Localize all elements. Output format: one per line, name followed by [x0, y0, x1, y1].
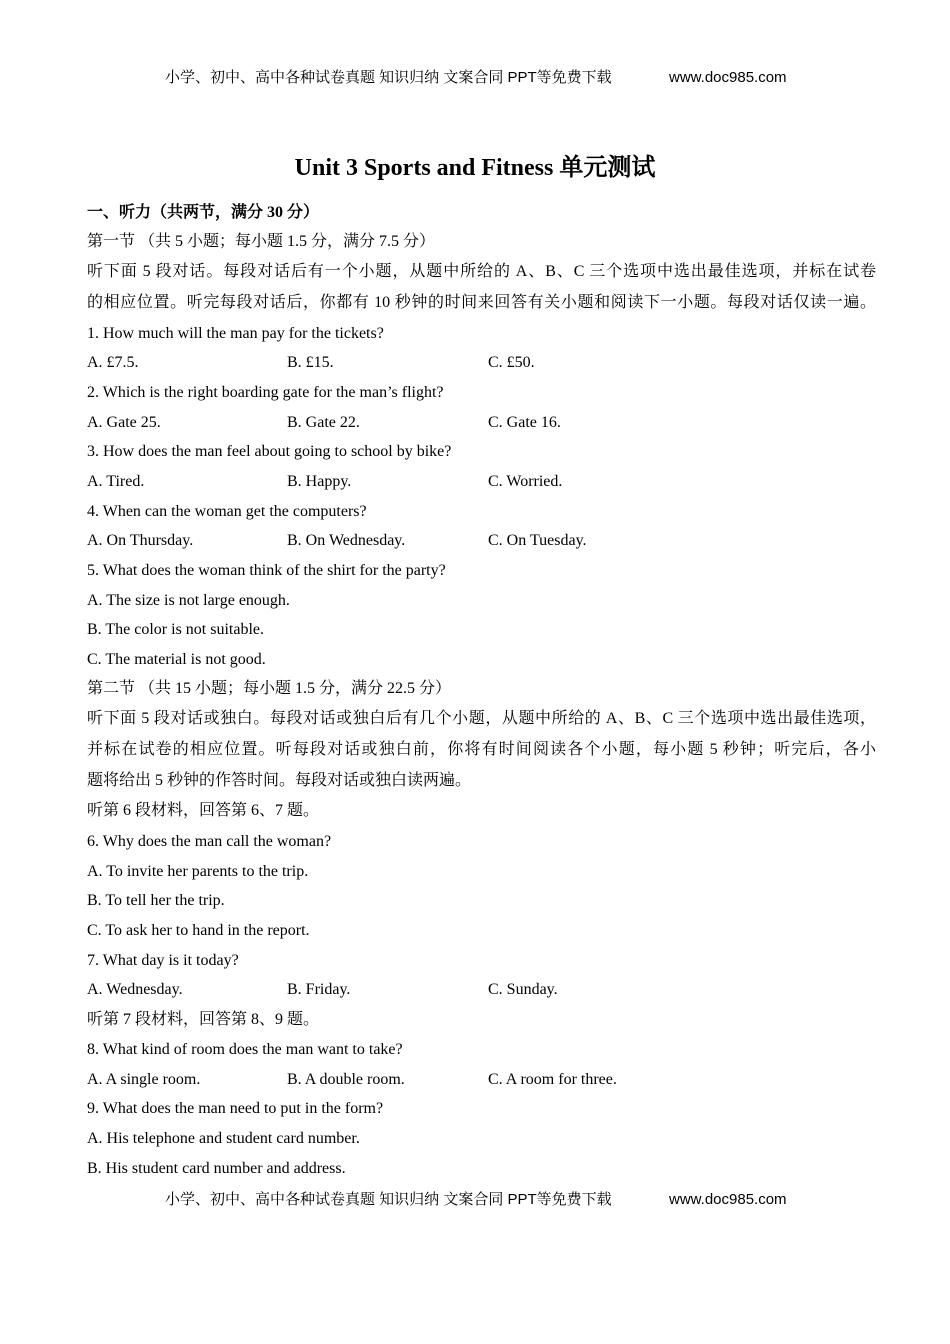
option: B. His student card number and address. — [87, 1160, 346, 1177]
footer-url: www.doc985.com — [669, 1191, 787, 1208]
option: B. £15. — [287, 354, 334, 371]
header-text: 小学、初中、高中各种试卷真题 知识归纳 文案合同 PPT等免费下载 — [165, 69, 612, 86]
question-stem: 2. Which is the right boarding gate for the man’s flight? — [87, 384, 444, 401]
question-stem: 3. How does the man feel about going to school by bike? — [87, 443, 452, 460]
footer-text: 小学、初中、高中各种试卷真题 知识归纳 文案合同 PPT等免费下载 — [165, 1191, 612, 1208]
question-stem: 6. Why does the man call the woman? — [87, 833, 332, 850]
part2-instruction-line: 并标在试卷的相应位置。听每段对话或独白前，你将有时间阅读各个小题，每小题 5 秒钟；听完后，各小 — [87, 741, 876, 758]
option: B. Happy. — [287, 473, 352, 490]
option: B. On Wednesday. — [287, 532, 406, 549]
option: A. To invite her parents to the trip. — [87, 863, 309, 880]
option: C. Worried. — [488, 473, 563, 490]
option: A. His telephone and student card number. — [87, 1130, 360, 1147]
option: C. £50. — [488, 354, 535, 371]
part1-instruction-line: 听下面 5 段对话。每段对话后有一个小题，从题中所给的 A、B、C 三个选项中选出最佳选项，并标在试卷 — [87, 263, 876, 280]
option: B. To tell her the trip. — [87, 892, 225, 909]
option: A. Tired. — [87, 473, 145, 490]
option: B. Friday. — [287, 981, 351, 998]
options-row — [87, 408, 876, 438]
option: C. The material is not good. — [87, 651, 266, 668]
option: B. The color is not suitable. — [87, 621, 265, 638]
question-stem: 4. When can the woman get the computers? — [87, 503, 367, 520]
options-row — [87, 348, 876, 378]
option: C. Gate 16. — [488, 414, 561, 431]
option: A. A single room. — [87, 1071, 201, 1088]
page-header — [0, 68, 950, 88]
options-row — [87, 526, 876, 556]
option: C. On Tuesday. — [488, 532, 587, 549]
section-heading: 一、听力（共两节，满分 30 分） — [87, 204, 320, 221]
question-stem: 8. What kind of room does the man want to take? — [87, 1041, 403, 1058]
option: A. On Thursday. — [87, 532, 194, 549]
question-stem: 1. How much will the man pay for the tickets? — [87, 325, 384, 342]
option: A. The size is not large enough. — [87, 592, 290, 609]
part1-instruction-line: 的相应位置。听完每段对话后，你都有 10 秒钟的时间来回答有关小题和阅读下一小题。每段对话仅读一遍。 — [87, 294, 876, 311]
options-row — [87, 975, 876, 1005]
options-row — [87, 467, 876, 497]
group-label: 听第 6 段材料，回答第 6、7 题。 — [87, 802, 320, 819]
option: C. To ask her to hand in the report. — [87, 922, 310, 939]
option: C. A room for three. — [488, 1071, 617, 1088]
part2-instruction-line: 听下面 5 段对话或独白。每段对话或独白后有几个小题，从题中所给的 A、B、C 三个选项中选出最佳选项， — [87, 710, 876, 727]
option: C. Sunday. — [488, 981, 558, 998]
question-stem: 7. What day is it today? — [87, 952, 239, 969]
question-stem: 9. What does the man need to put in the form? — [87, 1100, 384, 1117]
part2-heading: 第二节 （共 15 小题；每小题 1.5 分，满分 22.5 分） — [87, 680, 452, 697]
doc-title: Unit 3 Sports and Fitness 单元测试 — [294, 155, 656, 181]
part1-heading: 第一节 （共 5 小题；每小题 1.5 分，满分 7.5 分） — [87, 233, 436, 250]
question-stem: 5. What does the woman think of the shirt for the party? — [87, 562, 446, 579]
page-footer — [0, 1190, 950, 1210]
option: B. Gate 22. — [287, 414, 360, 431]
option: A. £7.5. — [87, 354, 139, 371]
option: A. Wednesday. — [87, 981, 183, 998]
option: B. A double room. — [287, 1071, 405, 1088]
options-row — [87, 1065, 876, 1095]
header-url: www.doc985.com — [669, 69, 787, 86]
group-label: 听第 7 段材料，回答第 8、9 题。 — [87, 1011, 320, 1028]
option: A. Gate 25. — [87, 414, 161, 431]
part2-instruction-line: 题将给出 5 秒钟的作答时间。每段对话或独白读两遍。 — [87, 772, 472, 789]
